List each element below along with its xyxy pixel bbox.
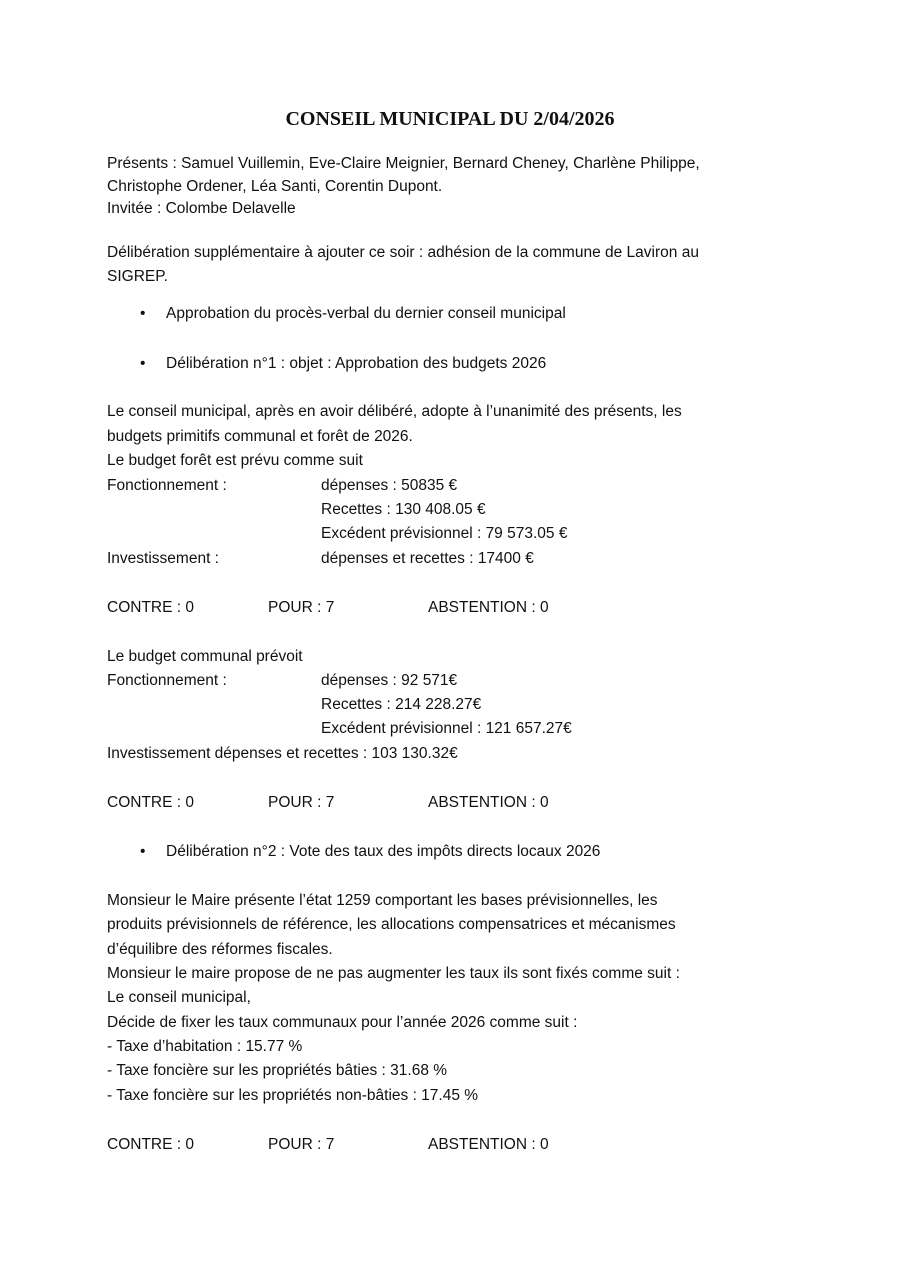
forest-budget-intro: Le budget forêt est prévu comme suit <box>107 452 363 469</box>
communal-investissement: Investissement dépenses et recettes : 103 130.32€ <box>107 745 458 762</box>
bullet-icon: • <box>140 843 146 860</box>
present-line-2: Christophe Ordener, Léa Santi, Corentin Dupont. <box>107 178 443 195</box>
extra-deliberation-line-2: SIGREP. <box>107 268 168 285</box>
delib2-line-1: Monsieur le Maire présente l’état 1259 comportant les bases prévisionnelles, les <box>107 892 658 909</box>
vote-abstention: ABSTENTION : 0 <box>428 794 549 811</box>
bullet-approval-pv: Approbation du procès-verbal du dernier conseil municipal <box>166 305 566 322</box>
bullet-deliberation-2: Délibération n°2 : Vote des taux des impôts directs locaux 2026 <box>166 843 601 860</box>
vote-pour: POUR : 7 <box>268 1136 335 1153</box>
delib2-line-5: Le conseil municipal, <box>107 989 251 1006</box>
bullet-icon: • <box>140 305 146 322</box>
communal-budget-intro: Le budget communal prévoit <box>107 648 303 665</box>
invited-line: Invitée : Colombe Delavelle <box>107 200 296 217</box>
forest-excedent: Excédent prévisionnel : 79 573.05 € <box>321 525 568 542</box>
tax-foncier-non-bati: - Taxe foncière sur les propriétés non-bâties : 17.45 % <box>107 1087 479 1104</box>
delib2-line-2: produits prévisionnels de référence, les allocations compensatrices et mécanismes <box>107 916 676 933</box>
document-title: CONSEIL MUNICIPAL DU 2/04/2026 <box>285 108 615 130</box>
bullet-icon: • <box>140 355 146 372</box>
vote-pour: POUR : 7 <box>268 599 335 616</box>
extra-deliberation-line-1: Délibération supplémentaire à ajouter ce soir : adhésion de la commune de Laviron au <box>107 244 699 261</box>
present-line-1: Présents : Samuel Vuillemin, Eve-Claire Meignier, Bernard Cheney, Charlène Philippe, <box>107 155 700 172</box>
delib1-line-2: budgets primitifs communal et forêt de 2026. <box>107 428 413 445</box>
communal-excedent: Excédent prévisionnel : 121 657.27€ <box>321 720 572 737</box>
vote-pour: POUR : 7 <box>268 794 335 811</box>
forest-fonctionnement-label: Fonctionnement : <box>107 477 227 494</box>
communal-depenses: dépenses : 92 571€ <box>321 672 458 689</box>
delib1-line-1: Le conseil municipal, après en avoir délibéré, adopte à l’unanimité des présents, les <box>107 403 682 420</box>
communal-fonctionnement-label: Fonctionnement : <box>107 672 227 689</box>
communal-recettes: Recettes : 214 228.27€ <box>321 696 482 713</box>
forest-investissement-value: dépenses et recettes : 17400 € <box>321 550 534 567</box>
delib2-line-3: d’équilibre des réformes fiscales. <box>107 941 333 958</box>
tax-foncier-bati: - Taxe foncière sur les propriétés bâties : 31.68 % <box>107 1062 448 1079</box>
delib2-line-6: Décide de fixer les taux communaux pour l’année 2026 comme suit : <box>107 1014 578 1031</box>
vote-contre: CONTRE : 0 <box>107 599 194 616</box>
forest-depenses: dépenses : 50835 € <box>321 477 458 494</box>
delib2-line-4: Monsieur le maire propose de ne pas augmenter les taux ils sont fixés comme suit : <box>107 965 680 982</box>
vote-abstention: ABSTENTION : 0 <box>428 1136 549 1153</box>
vote-contre: CONTRE : 0 <box>107 1136 194 1153</box>
tax-habitation: - Taxe d’habitation : 15.77 % <box>107 1038 303 1055</box>
vote-abstention: ABSTENTION : 0 <box>428 599 549 616</box>
bullet-deliberation-1: Délibération n°1 : objet : Approbation des budgets 2026 <box>166 355 547 372</box>
forest-recettes: Recettes : 130 408.05 € <box>321 501 486 518</box>
forest-investissement-label: Investissement : <box>107 550 219 567</box>
vote-contre: CONTRE : 0 <box>107 794 194 811</box>
